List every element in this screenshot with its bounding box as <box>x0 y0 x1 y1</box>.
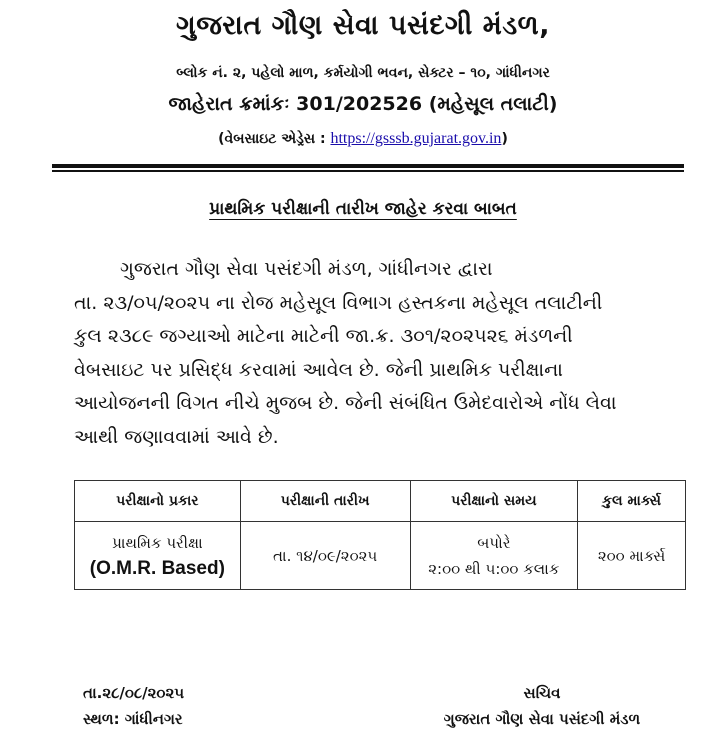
exam-schedule-table <box>74 480 686 590</box>
website-suffix: ) <box>501 131 508 147</box>
cell-total-marks: ૨૦૦ માર્ક્સ <box>578 522 686 590</box>
header-exam-time: પરીક્ષાનો સમય <box>410 481 578 522</box>
website-link[interactable]: https://gsssb.gujarat.gov.in <box>330 130 502 147</box>
signatory-org: ગુજરાત ગૌણ સેવા પસંદગી મંડળ <box>443 710 641 728</box>
website-line <box>0 130 726 148</box>
table-header-row <box>75 481 686 522</box>
date-place-block <box>83 680 184 732</box>
body-line: કુલ ૨૩૮૯ જગ્યાઓ માટેના માટેની જા.ક્ર. ૩૦૧/૨૦૨૫૨૬ મંડળની <box>74 325 573 348</box>
cell-exam-type <box>75 522 241 590</box>
ad-number: જાહેરાત ક્રમાંકઃ 301/202526 (મહેસૂલ તલાટી) <box>168 93 558 115</box>
body-paragraph <box>74 253 686 455</box>
body-line: આયોજનની વિગત નીચે મુજબ છે. જેની સંબંધિત ઉમેદવારોએ નોંધ લેવા <box>74 392 617 415</box>
org-title: ગુજરાત ગૌણ સેવા પસંદગી મંડળ, <box>176 10 550 41</box>
body-line: ગુજરાત ગૌણ સેવા પસંદગી મંડળ, ગાંધીનગર દ્વારા <box>120 258 493 280</box>
signature-block <box>392 680 692 732</box>
cell-exam-time <box>410 522 578 590</box>
header-total-marks: કુલ માર્ક્સ <box>578 481 686 522</box>
notice-date: તા.૨૮/૦૮/૨૦૨૫ <box>83 684 185 702</box>
subject-heading <box>0 199 726 219</box>
exam-time-period: બપોરે <box>477 533 511 552</box>
body-line: તા. ૨૩/૦૫/૨૦૨૫ ના રોજ મહેસૂલ વિભાગ હસ્તકના મહેસૂલ તલાટીની <box>74 291 603 314</box>
website-prefix: (વેબસાઇટ એડ્રેસ : <box>218 131 331 147</box>
subject-text: પ્રાથમિક પરીક્ષાની તારીખ જાહેર કરવા બાબત <box>209 199 517 219</box>
cell-exam-date: તા. ૧૪/૦૯/૨૦૨૫ <box>240 522 410 590</box>
signatory-title: સચિવ <box>523 684 561 702</box>
notice-place: સ્થળ: ગાંધીનગર <box>83 710 183 728</box>
exam-time-range: ૨:૦૦ થી ૫:૦૦ કલાક <box>428 559 560 578</box>
exam-type-label: પ્રાથમિક પરીક્ષા <box>112 533 203 552</box>
header-exam-date: પરીક્ષાની તારીખ <box>240 481 410 522</box>
header-exam-type: પરીક્ષાનો પ્રકાર <box>75 481 241 522</box>
body-line: વેબસાઇટ પર પ્રસિદ્ધ કરવામાં આવેલ છે. જેની પ્રાથમિક પરીક્ષાના <box>74 358 563 381</box>
org-address: બ્લોક નં. ૨, પહેલો માળ, કર્મયોગી ભવન, સેક્ટર – ૧૦, ગાંધીનગર <box>176 65 550 81</box>
body-line: આથી જણાવવામાં આવે છે. <box>74 425 279 448</box>
exam-type-omr: (O.M.R. Based) <box>89 557 225 579</box>
divider-thin <box>52 170 684 172</box>
table-row <box>75 522 686 590</box>
divider-thick <box>52 164 684 168</box>
